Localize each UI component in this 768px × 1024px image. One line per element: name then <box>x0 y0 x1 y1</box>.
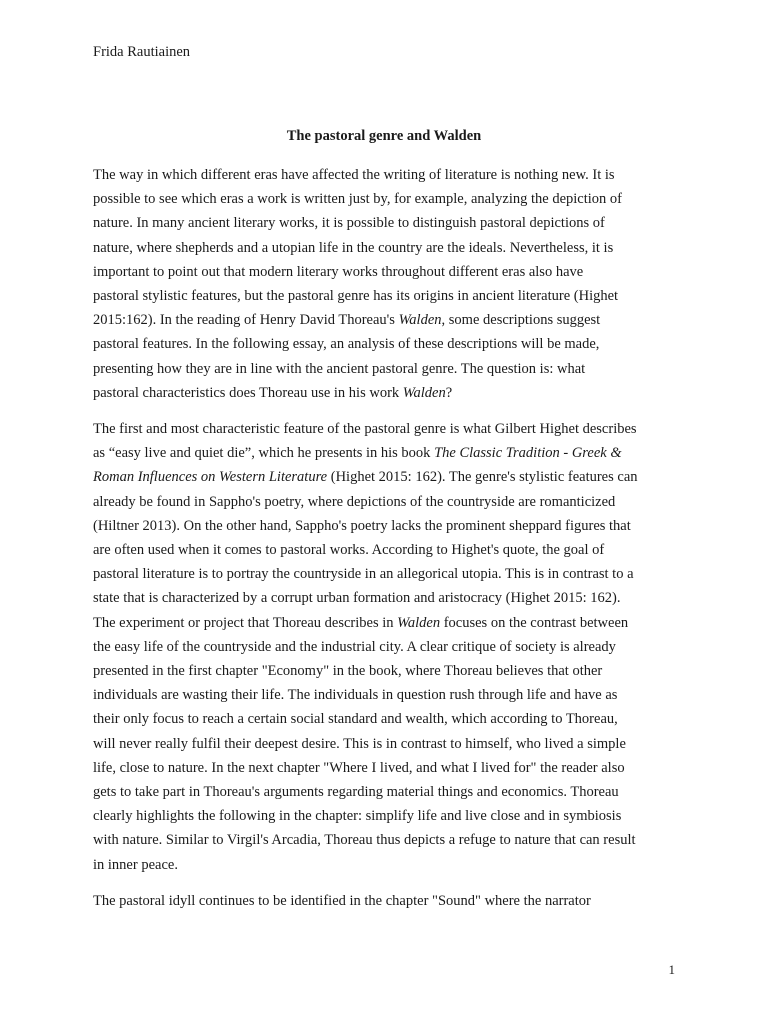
text-run: their only focus to reach a certain social standard and wealth, which according to Thoreau, <box>93 711 618 728</box>
italic-title-text: Walden <box>397 614 441 631</box>
text-run: with nature. Similar to Virgil's Arcadia, Thoreau thus depicts a refuge to nature that can result <box>93 832 636 849</box>
text-line <box>93 586 683 610</box>
text-run: as “easy live and quiet die”, which he presents in his book <box>93 445 435 462</box>
text-line <box>93 635 683 659</box>
text-run: , some descriptions suggest <box>441 312 601 329</box>
text-run: possible to see which eras a work is written just by, for example, analyzing the depiction of <box>93 191 622 208</box>
text-run: pastoral features. In the following essay, an analysis of these descriptions will be made, <box>93 336 600 353</box>
text-run: important to point out that modern literary works throughout different eras also have <box>93 263 584 280</box>
text-run: The first and most characteristic feature of the pastoral genre is what Gilbert Highet describes <box>93 421 637 438</box>
text-run: focuses on the contrast between <box>440 614 629 631</box>
text-run: nature. In many ancient literary works, it is possible to distinguish pastoral depictions of <box>93 215 605 232</box>
italic-title-text: Roman Influences on Western Literature <box>93 469 328 486</box>
paragraph <box>93 163 683 405</box>
text-run: will never really fulfil their deepest desire. This is in contrast to himself, who lived a simple <box>93 735 626 752</box>
author-name: Frida Rautiainen <box>93 44 191 60</box>
text-line <box>93 889 683 913</box>
text-line <box>93 465 683 489</box>
text-line <box>93 514 683 538</box>
essay-body <box>93 163 683 925</box>
paragraph <box>93 417 683 877</box>
text-line <box>93 538 683 562</box>
text-line <box>93 308 683 332</box>
italic-title-text: Walden <box>402 384 446 401</box>
text-run: pastoral stylistic features, but the pastoral genre has its origins in ancient literature (Highet <box>93 288 619 305</box>
text-run: clearly highlights the following in the chapter: simplify life and live close and in symbiosis <box>93 808 622 825</box>
text-line <box>93 211 683 235</box>
text-run: (Hiltner 2013). On the other hand, Sappho's poetry lacks the prominent sheppard figures that <box>93 517 631 534</box>
text-run: The experiment or project that Thoreau describes in <box>93 614 398 631</box>
text-line <box>93 828 683 852</box>
text-line <box>93 187 683 211</box>
text-run: pastoral literature is to portray the countryside in an allegorical utopia. This is in contrast to a <box>93 566 634 583</box>
text-line <box>93 441 683 465</box>
text-line <box>93 611 683 635</box>
page-number: 1 <box>668 962 675 977</box>
text-run: already be found in Sappho's poetry, where depictions of the countryside are romanticized <box>93 493 616 510</box>
text-line <box>93 417 683 441</box>
text-run: presented in the first chapter "Economy" in the book, where Thoreau believes that other <box>93 663 603 680</box>
text-line <box>93 357 683 381</box>
text-run: 2015:162). In the reading of Henry David Thoreau's <box>93 312 399 329</box>
text-run: the easy life of the countryside and the industrial city. A clear critique of society is already <box>93 638 616 655</box>
text-line <box>93 562 683 586</box>
text-run: ? <box>445 384 453 401</box>
essay-title: The pastoral genre and Walden <box>286 128 482 144</box>
italic-title-text: Walden <box>398 312 442 329</box>
text-run: The way in which different eras have affected the writing of literature is nothing new. It is <box>93 167 615 183</box>
italic-title-text: The Classic Tradition - Greek & <box>434 445 622 462</box>
text-run: are often used when it comes to pastoral works. According to Highet's quote, the goal of <box>93 542 605 559</box>
text-line <box>93 260 683 284</box>
text-run: pastoral characteristics does Thoreau use in his work <box>93 384 403 401</box>
text-line <box>93 804 683 828</box>
text-line <box>93 284 683 308</box>
text-line <box>93 707 683 731</box>
text-line <box>93 163 683 187</box>
text-line <box>93 683 683 707</box>
text-run: (Highet 2015: 162). The genre's stylistic features can <box>327 469 638 486</box>
text-line <box>93 332 683 356</box>
text-run: life, close to nature. In the next chapter "Where I lived, and what I lived for" the reader also <box>93 759 625 776</box>
text-line <box>93 381 683 405</box>
text-run: in inner peace. <box>93 856 178 873</box>
text-run: individuals are wasting their life. The individuals in question rush through life and have as <box>93 687 618 704</box>
text-line <box>93 236 683 260</box>
text-line <box>93 756 683 780</box>
text-run: gets to take part in Thoreau's arguments regarding material things and economics. Thoreau <box>93 784 619 801</box>
text-run: nature, where shepherds and a utopian life in the country are the ideals. Nevertheless, it is <box>93 239 614 256</box>
text-line <box>93 659 683 683</box>
text-line <box>93 780 683 804</box>
text-run: state that is characterized by a corrupt urban formation and aristocracy (Highet 2015: 162). <box>93 590 621 607</box>
text-line <box>93 490 683 514</box>
text-line <box>93 732 683 756</box>
text-line <box>93 853 683 877</box>
text-run: The pastoral idyll continues to be identified in the chapter "Sound" where the narrator <box>93 892 591 909</box>
text-run: presenting how they are in line with the ancient pastoral genre. The question is: what <box>93 360 586 377</box>
paragraph <box>93 889 683 913</box>
